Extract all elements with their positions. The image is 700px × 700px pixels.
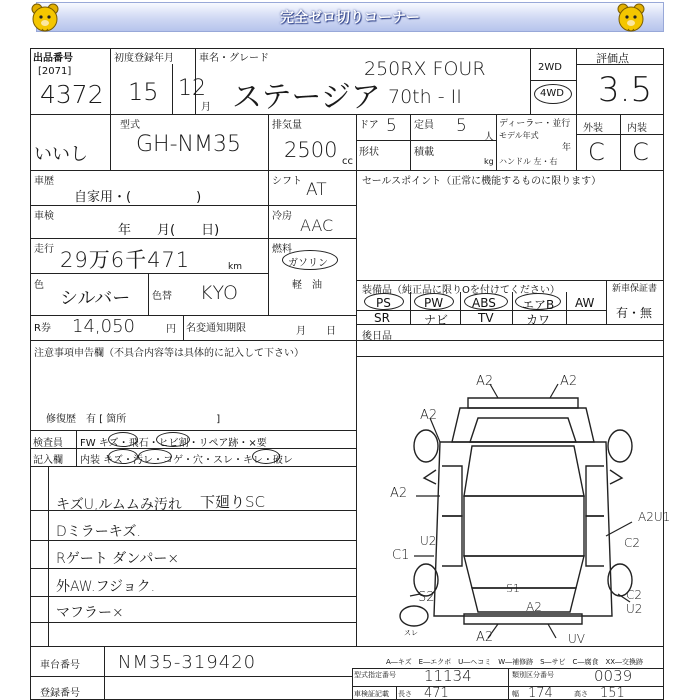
capacity-value: 5	[456, 116, 467, 136]
ac-label: 冷房	[272, 211, 292, 222]
inspector-row-fw: FW キズ・飛石・ヒビ割・リペア跡・×要	[80, 438, 267, 449]
equip-airbag: エアB	[522, 298, 555, 312]
interior-grade: C	[632, 138, 649, 166]
year-char: 年	[562, 143, 572, 153]
height-label: 高さ	[574, 690, 588, 698]
height-value: 151	[600, 686, 625, 700]
form-label: 形状	[359, 147, 379, 158]
grade-line1: 250RX FOUR	[364, 58, 486, 80]
mark-uv-rear: UV	[568, 632, 585, 646]
score-value: 3.5	[598, 70, 653, 110]
rear-hatch	[472, 588, 576, 612]
chassis-label: 車台番号	[40, 660, 80, 671]
dims-label: 車検証記載	[354, 690, 389, 698]
mark-c2-rear-right: C2	[626, 588, 643, 602]
fuel-label: 燃料	[272, 244, 292, 255]
usage-value: 自家用・( )	[74, 190, 202, 205]
tire-front-left	[414, 430, 438, 462]
new-warranty-label: 新車保証書	[612, 284, 658, 294]
drive-4wd: 4WD	[540, 88, 564, 99]
mark-a2-left-fender: A2	[420, 408, 438, 423]
equip-kawa: カワ	[526, 313, 551, 327]
equip-abs: ABS	[472, 296, 496, 310]
note-2: 下廻りSC	[200, 493, 265, 511]
transfer-value: 月 日	[296, 326, 336, 337]
length-label: 長さ	[398, 690, 412, 698]
mark-a2-rear-bumper: A2	[476, 630, 494, 645]
mark-c2-right: C2	[624, 536, 641, 550]
recycle-label: R券	[34, 323, 51, 334]
equip-sr: SR	[374, 311, 390, 325]
windshield-top	[470, 418, 576, 442]
note-4: Rゲート ダンパー×	[56, 551, 180, 567]
roof	[464, 496, 584, 556]
inspector-label-1: 検査員	[33, 438, 63, 449]
spec-code-label: 型式指定番号	[354, 671, 396, 679]
bear-mascot-right-icon	[614, 1, 648, 37]
after-label: 後日品	[362, 331, 392, 342]
recycle-value: 14,050	[72, 316, 135, 337]
capacity-label: 定員	[414, 120, 434, 131]
margin-scribble: いいし	[34, 144, 88, 165]
mark-u2-left: U2	[420, 534, 437, 548]
chassis-value: NM35-319420	[118, 652, 257, 673]
damage-legend: A―キズ E―エクボ U―ヘコミ W―補修跡 S―サビ C―腐食 XX―交換跡	[386, 658, 644, 666]
shift-label: シフト	[272, 176, 302, 187]
exterior-label: 外装	[583, 123, 603, 134]
notes-label: 注意事項申告欄（不具合内容等は具体的に記入して下さい）	[34, 348, 304, 359]
first-reg-month: 12	[178, 76, 206, 101]
windshield	[464, 446, 584, 496]
mileage-label: 走行	[34, 244, 54, 255]
rear-window	[464, 556, 584, 588]
new-warranty-value: 有・無	[616, 306, 653, 320]
model-code-label: 型式	[120, 120, 140, 131]
lot-number: 4372	[40, 80, 104, 109]
width-value: 174	[528, 686, 553, 700]
bear-mascot-left-icon	[28, 1, 62, 37]
door-label: ドア	[359, 120, 379, 131]
inspection-label: 車検	[34, 211, 54, 222]
exterior-grade: C	[588, 138, 605, 166]
mark-a2-front-left: A2	[476, 374, 494, 389]
color-label: 色	[34, 280, 44, 291]
registration-label: 登録番号	[40, 688, 80, 699]
first-reg-label: 初度登録年月	[114, 53, 174, 64]
model-name: ステージア	[232, 80, 381, 115]
fuel-gasoline: ガソリン	[288, 258, 328, 269]
equip-pw: PW	[424, 296, 444, 310]
equip-tv: TV	[478, 311, 494, 325]
class-label: 類別区分番号	[512, 671, 554, 679]
cc-unit: cc	[342, 156, 353, 167]
lot-code: [2071]	[38, 66, 72, 77]
note-3: Dミラーキズ.	[56, 524, 141, 540]
model-year-label: モデル年式	[499, 131, 539, 140]
model-code: GH-NM35	[136, 132, 241, 157]
inspection-value: 年 月( 日)	[118, 223, 220, 238]
month-char: 月	[201, 102, 211, 113]
banner-title: 完全ゼロ切りコーナー	[280, 10, 420, 26]
front-bumper	[468, 398, 578, 408]
mark-sure: スレ	[404, 629, 418, 637]
mileage-value: 29万6千471	[60, 248, 191, 272]
inspector-row-interior: 内装 キズ・汚レ・コゲ・穴・スレ・キレ・破レ	[80, 455, 293, 466]
shift-value: AT	[306, 180, 327, 200]
class-value: 0039	[594, 667, 633, 685]
mark-u2-rear-right: U2	[626, 602, 643, 616]
transfer-label: 名変通知期限	[186, 323, 246, 334]
doors-value: 5	[386, 116, 397, 136]
mark-s1: S1	[506, 582, 520, 595]
ac-value: AAC	[300, 216, 334, 235]
page-banner	[36, 2, 664, 32]
displacement-label: 排気量	[272, 120, 302, 131]
mark-s2-left: S2	[418, 590, 435, 605]
model-name-label: 車名・グレード	[199, 53, 269, 64]
grade-line2: 70th - II	[388, 86, 462, 108]
first-reg-year: 15	[128, 78, 159, 106]
spare-tire	[400, 606, 428, 626]
equip-aw: AW	[575, 296, 595, 310]
dealer-label: ディーラー・並行	[499, 119, 571, 129]
sales-point-label: セールスポイント（正常に機能するものに限ります）	[362, 176, 602, 187]
length-value: 471	[424, 686, 449, 700]
km-unit: km	[228, 262, 242, 272]
displacement: 2500	[284, 138, 338, 162]
color-value: シルバー	[60, 288, 131, 309]
equip-navi: ナビ	[424, 313, 449, 327]
spec-code-value: 11134	[424, 667, 472, 685]
mark-c1-left: C1	[392, 548, 410, 563]
note-5: 外AW.フジョク.	[56, 579, 156, 595]
kg-unit: kg	[484, 157, 494, 166]
width-label: 幅	[512, 690, 519, 698]
color-change-label: 色替	[152, 291, 172, 302]
load-label: 積載	[414, 147, 434, 158]
usage-label: 車歴	[34, 176, 54, 187]
inspector-label-2: 記入欄	[33, 455, 63, 466]
repair-label: 修復歴 有 [ 箇所 ]	[46, 414, 221, 425]
color-code: KYO	[200, 282, 238, 304]
hood	[452, 408, 594, 442]
note-6: マフラー×	[56, 605, 124, 621]
handle-label: ハンドル 左・右	[499, 157, 558, 166]
body-outline	[434, 442, 612, 616]
score-label: 評価点	[596, 52, 629, 65]
interior-label: 内装	[627, 123, 647, 134]
lot-label: 出品番号	[33, 53, 73, 64]
mark-a2-rear: A2	[526, 600, 542, 614]
note-1: キズU,ルムムみ汚れ	[56, 497, 182, 513]
drive-2wd: 2WD	[538, 62, 562, 73]
equipment-label: 装備品（純正品に限りOを付けてください）	[362, 285, 560, 296]
yen-unit: 円	[166, 324, 176, 335]
fuel-diesel: 軽 油	[292, 280, 322, 291]
mark-a2-left-door: A2	[390, 486, 408, 501]
mark-a2u1-right: A2U1	[638, 510, 671, 524]
person-char: 人	[484, 132, 494, 143]
tire-front-right	[608, 430, 632, 462]
mark-a2-front-right: A2	[560, 374, 578, 389]
equip-ps: PS	[376, 296, 391, 310]
